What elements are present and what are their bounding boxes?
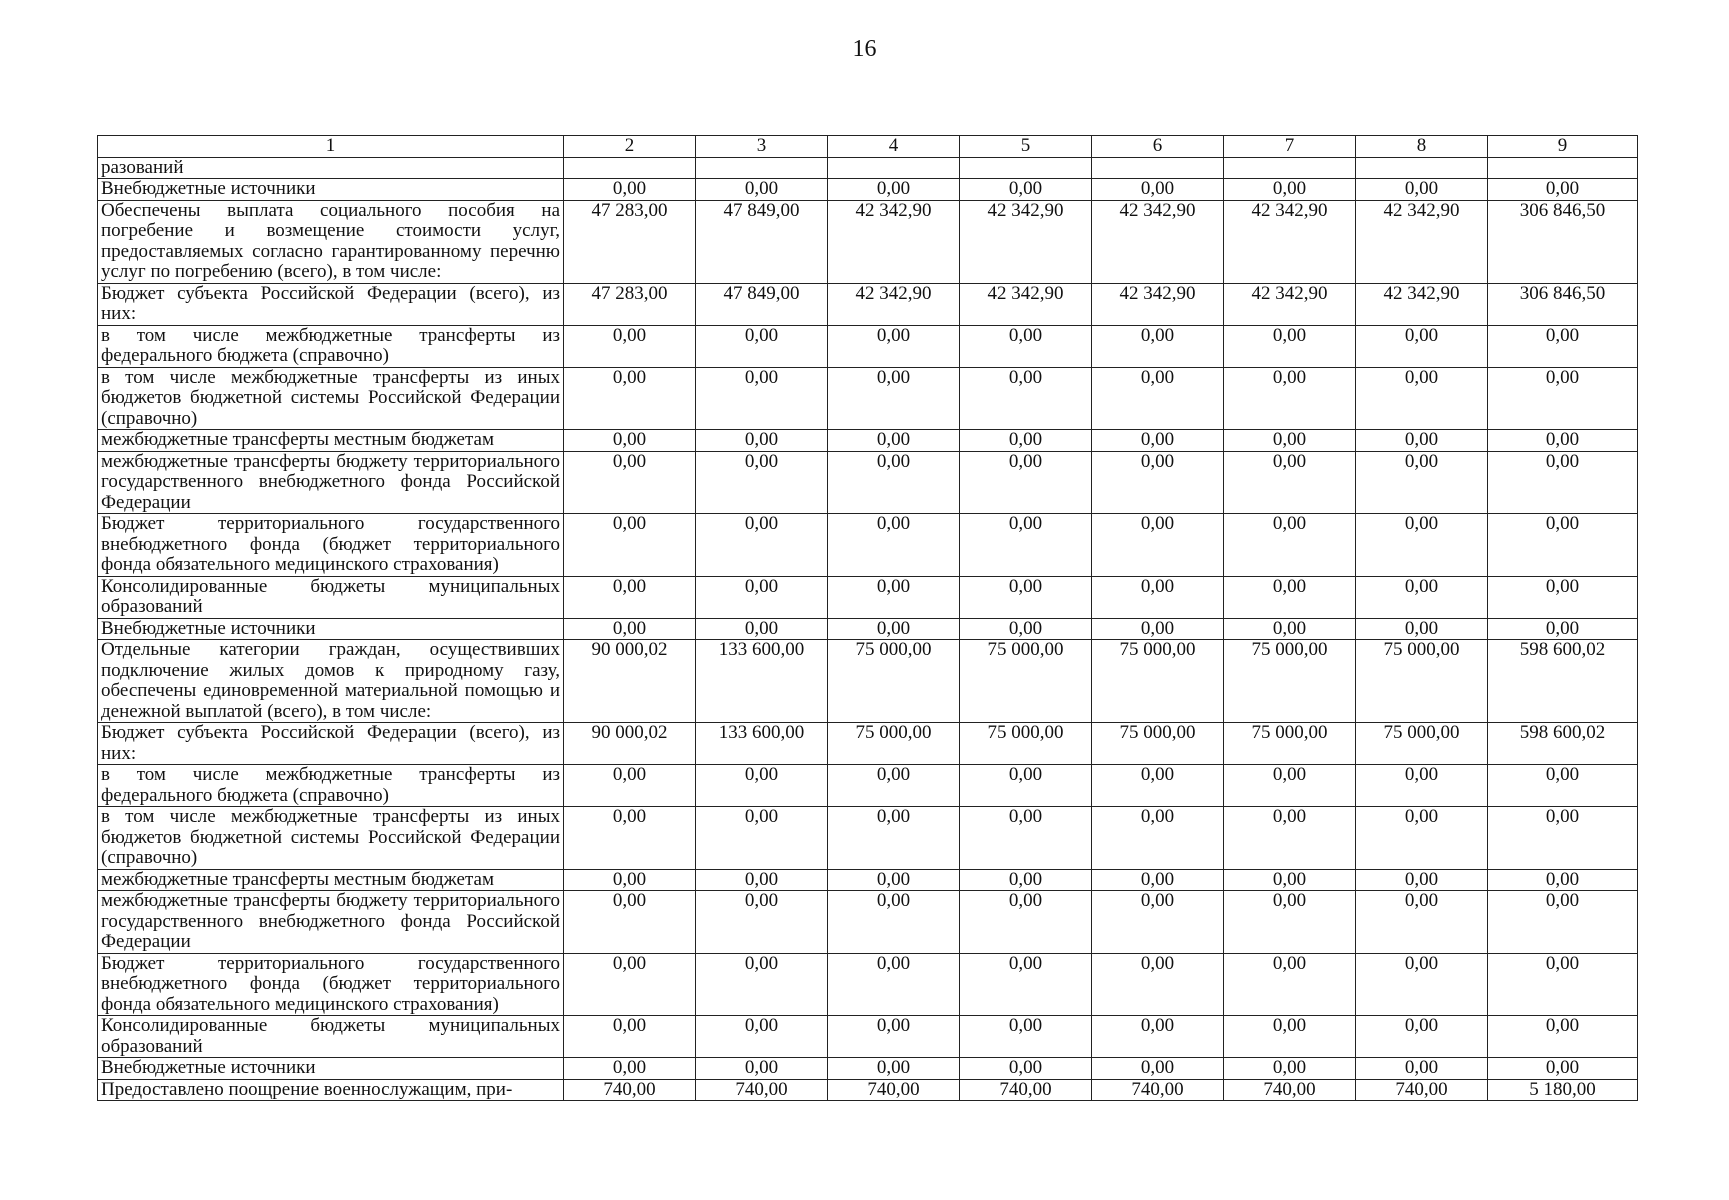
value-cell: 740,00 xyxy=(696,1079,828,1101)
value-cell: 0,00 xyxy=(1356,807,1488,870)
row-label: межбюджетные трансферты бюджету территориального государственного внебюджетного фонда Российской Федерации xyxy=(98,891,564,954)
row-label: в том числе межбюджетные трансферты из иных бюджетов бюджетной системы Российской Федерации (справочно) xyxy=(98,807,564,870)
value-cell: 0,00 xyxy=(960,367,1092,430)
value-cell: 0,00 xyxy=(696,618,828,640)
column-header: 4 xyxy=(828,136,960,158)
row-label: межбюджетные трансферты бюджету территориального государственного внебюджетного фонда Российской Федерации xyxy=(98,451,564,514)
column-header: 2 xyxy=(564,136,696,158)
value-cell: 0,00 xyxy=(960,576,1092,618)
value-cell: 0,00 xyxy=(1092,1058,1224,1080)
value-cell: 0,00 xyxy=(828,765,960,807)
value-cell: 0,00 xyxy=(696,1016,828,1058)
value-cell: 740,00 xyxy=(1224,1079,1356,1101)
value-cell xyxy=(828,157,960,179)
value-cell: 0,00 xyxy=(960,618,1092,640)
table-row xyxy=(98,157,1638,179)
row-label: Отдельные категории граждан, осуществивших подключение жилых домов к природному газу, обеспечены единовременной материальной помощью и денежной выплатой (всего), в том числе: xyxy=(98,640,564,723)
value-cell: 0,00 xyxy=(828,451,960,514)
table-row xyxy=(98,1079,1638,1101)
row-label: Внебюджетные источники xyxy=(98,618,564,640)
table-row xyxy=(98,179,1638,201)
value-cell: 0,00 xyxy=(1092,514,1224,577)
column-header: 8 xyxy=(1356,136,1488,158)
value-cell: 47 849,00 xyxy=(696,283,828,325)
value-cell: 740,00 xyxy=(1356,1079,1488,1101)
value-cell: 0,00 xyxy=(960,1058,1092,1080)
value-cell: 0,00 xyxy=(1488,807,1638,870)
value-cell: 42 342,90 xyxy=(1356,200,1488,283)
row-label: Бюджет территориального государственного внебюджетного фонда (бюджет территориального фонда обязательного медицинского страхования) xyxy=(98,953,564,1016)
value-cell: 0,00 xyxy=(1092,807,1224,870)
value-cell: 0,00 xyxy=(1488,869,1638,891)
value-cell: 0,00 xyxy=(1488,451,1638,514)
value-cell: 0,00 xyxy=(1224,1058,1356,1080)
row-label: Внебюджетные источники xyxy=(98,179,564,201)
value-cell: 0,00 xyxy=(1224,618,1356,640)
value-cell: 75 000,00 xyxy=(960,723,1092,765)
value-cell: 0,00 xyxy=(564,807,696,870)
value-cell: 0,00 xyxy=(1092,367,1224,430)
value-cell: 47 283,00 xyxy=(564,283,696,325)
value-cell: 0,00 xyxy=(1224,869,1356,891)
table-row xyxy=(98,430,1638,452)
value-cell xyxy=(960,157,1092,179)
value-cell: 0,00 xyxy=(1224,367,1356,430)
value-cell: 0,00 xyxy=(1356,953,1488,1016)
value-cell: 0,00 xyxy=(1356,618,1488,640)
value-cell: 0,00 xyxy=(1356,514,1488,577)
value-cell xyxy=(564,157,696,179)
value-cell: 0,00 xyxy=(564,1058,696,1080)
value-cell: 0,00 xyxy=(960,430,1092,452)
value-cell: 75 000,00 xyxy=(828,640,960,723)
value-cell: 740,00 xyxy=(960,1079,1092,1101)
value-cell: 0,00 xyxy=(696,891,828,954)
value-cell: 0,00 xyxy=(1356,765,1488,807)
value-cell xyxy=(1224,157,1356,179)
value-cell: 0,00 xyxy=(696,953,828,1016)
value-cell: 0,00 xyxy=(564,451,696,514)
row-label: Бюджет субъекта Российской Федерации (всего), из них: xyxy=(98,283,564,325)
value-cell: 75 000,00 xyxy=(1092,723,1224,765)
value-cell: 47 283,00 xyxy=(564,200,696,283)
value-cell: 75 000,00 xyxy=(960,640,1092,723)
value-cell: 133 600,00 xyxy=(696,640,828,723)
value-cell: 0,00 xyxy=(564,576,696,618)
value-cell: 740,00 xyxy=(828,1079,960,1101)
value-cell: 0,00 xyxy=(1488,765,1638,807)
value-cell: 90 000,02 xyxy=(564,723,696,765)
value-cell: 90 000,02 xyxy=(564,640,696,723)
value-cell: 0,00 xyxy=(1224,179,1356,201)
value-cell: 0,00 xyxy=(1356,576,1488,618)
column-header: 6 xyxy=(1092,136,1224,158)
value-cell: 0,00 xyxy=(564,367,696,430)
value-cell: 0,00 xyxy=(1488,367,1638,430)
value-cell: 0,00 xyxy=(960,807,1092,870)
value-cell: 0,00 xyxy=(828,1016,960,1058)
value-cell xyxy=(1356,157,1488,179)
value-cell: 0,00 xyxy=(696,367,828,430)
budget-table xyxy=(97,135,1638,1101)
value-cell: 0,00 xyxy=(1092,618,1224,640)
value-cell: 0,00 xyxy=(1488,891,1638,954)
value-cell: 0,00 xyxy=(696,451,828,514)
column-header: 1 xyxy=(98,136,564,158)
value-cell: 0,00 xyxy=(1356,451,1488,514)
value-cell: 740,00 xyxy=(1092,1079,1224,1101)
value-cell: 0,00 xyxy=(1224,765,1356,807)
value-cell xyxy=(696,157,828,179)
value-cell: 0,00 xyxy=(1092,325,1224,367)
value-cell: 0,00 xyxy=(1092,765,1224,807)
column-header: 9 xyxy=(1488,136,1638,158)
value-cell: 0,00 xyxy=(1356,1058,1488,1080)
value-cell: 0,00 xyxy=(696,1058,828,1080)
value-cell: 0,00 xyxy=(1092,430,1224,452)
value-cell: 42 342,90 xyxy=(960,200,1092,283)
value-cell: 0,00 xyxy=(828,325,960,367)
value-cell: 0,00 xyxy=(1224,891,1356,954)
value-cell: 0,00 xyxy=(696,576,828,618)
value-cell: 0,00 xyxy=(828,367,960,430)
value-cell: 42 342,90 xyxy=(1356,283,1488,325)
value-cell: 0,00 xyxy=(1092,869,1224,891)
value-cell: 42 342,90 xyxy=(1224,283,1356,325)
value-cell: 42 342,90 xyxy=(828,200,960,283)
table-row xyxy=(98,640,1638,723)
value-cell: 0,00 xyxy=(1488,618,1638,640)
page-number: 16 xyxy=(852,36,877,62)
value-cell: 0,00 xyxy=(1224,807,1356,870)
row-label: Бюджет территориального государственного внебюджетного фонда (бюджет территориального фонда обязательного медицинского страхования) xyxy=(98,514,564,577)
table-row xyxy=(98,200,1638,283)
table-row xyxy=(98,1016,1638,1058)
value-cell: 0,00 xyxy=(828,1058,960,1080)
value-cell: 0,00 xyxy=(828,514,960,577)
table-row xyxy=(98,367,1638,430)
value-cell: 0,00 xyxy=(1356,891,1488,954)
value-cell: 0,00 xyxy=(1092,179,1224,201)
value-cell: 598 600,02 xyxy=(1488,723,1638,765)
value-cell: 0,00 xyxy=(960,1016,1092,1058)
row-label: межбюджетные трансферты местным бюджетам xyxy=(98,430,564,452)
value-cell: 0,00 xyxy=(1356,325,1488,367)
value-cell: 0,00 xyxy=(564,430,696,452)
value-cell: 0,00 xyxy=(960,765,1092,807)
value-cell: 0,00 xyxy=(1224,325,1356,367)
value-cell: 0,00 xyxy=(1356,430,1488,452)
value-cell: 0,00 xyxy=(960,869,1092,891)
value-cell: 0,00 xyxy=(564,179,696,201)
value-cell: 0,00 xyxy=(564,891,696,954)
row-label: в том числе межбюджетные трансферты из федерального бюджета (справочно) xyxy=(98,325,564,367)
value-cell: 0,00 xyxy=(696,325,828,367)
value-cell: 0,00 xyxy=(960,514,1092,577)
value-cell: 0,00 xyxy=(1488,1058,1638,1080)
table-row xyxy=(98,451,1638,514)
value-cell: 0,00 xyxy=(564,1016,696,1058)
value-cell: 0,00 xyxy=(828,891,960,954)
value-cell: 0,00 xyxy=(960,179,1092,201)
value-cell: 0,00 xyxy=(1092,891,1224,954)
table-row xyxy=(98,807,1638,870)
value-cell: 0,00 xyxy=(564,514,696,577)
value-cell: 0,00 xyxy=(1488,1016,1638,1058)
table-row xyxy=(98,765,1638,807)
column-header: 5 xyxy=(960,136,1092,158)
value-cell: 306 846,50 xyxy=(1488,283,1638,325)
value-cell: 0,00 xyxy=(564,765,696,807)
value-cell: 75 000,00 xyxy=(1224,640,1356,723)
value-cell: 0,00 xyxy=(828,576,960,618)
value-cell: 0,00 xyxy=(1356,367,1488,430)
table-row xyxy=(98,576,1638,618)
value-cell xyxy=(1488,157,1638,179)
value-cell: 0,00 xyxy=(1092,1016,1224,1058)
value-cell: 306 846,50 xyxy=(1488,200,1638,283)
value-cell: 75 000,00 xyxy=(1224,723,1356,765)
value-cell: 0,00 xyxy=(1488,179,1638,201)
table-row xyxy=(98,325,1638,367)
table-row xyxy=(98,1058,1638,1080)
value-cell: 0,00 xyxy=(696,807,828,870)
row-label: Внебюджетные источники xyxy=(98,1058,564,1080)
value-cell: 0,00 xyxy=(1356,179,1488,201)
value-cell: 42 342,90 xyxy=(1092,283,1224,325)
value-cell: 0,00 xyxy=(960,451,1092,514)
value-cell xyxy=(1092,157,1224,179)
value-cell: 75 000,00 xyxy=(828,723,960,765)
row-label: Обеспечены выплата социального пособия на погребение и возмещение стоимости услуг, предоставляемых согласно гарантированному перечню услуг по погребению (всего), в том числе: xyxy=(98,200,564,283)
table-body xyxy=(98,157,1638,1101)
row-label: разований xyxy=(98,157,564,179)
value-cell: 0,00 xyxy=(960,891,1092,954)
column-header: 3 xyxy=(696,136,828,158)
value-cell: 740,00 xyxy=(564,1079,696,1101)
value-cell: 42 342,90 xyxy=(960,283,1092,325)
value-cell: 0,00 xyxy=(1224,1016,1356,1058)
value-cell: 0,00 xyxy=(1488,430,1638,452)
table-row xyxy=(98,953,1638,1016)
value-cell: 5 180,00 xyxy=(1488,1079,1638,1101)
row-label: Бюджет субъекта Российской Федерации (всего), из них: xyxy=(98,723,564,765)
value-cell: 0,00 xyxy=(1488,576,1638,618)
value-cell: 75 000,00 xyxy=(1356,723,1488,765)
value-cell: 133 600,00 xyxy=(696,723,828,765)
value-cell: 0,00 xyxy=(1092,953,1224,1016)
row-label: Предоставлено поощрение военнослужащим, при- xyxy=(98,1079,564,1101)
value-cell: 0,00 xyxy=(696,765,828,807)
value-cell: 0,00 xyxy=(1092,451,1224,514)
value-cell: 0,00 xyxy=(1356,1016,1488,1058)
table-row xyxy=(98,514,1638,577)
row-label: в том числе межбюджетные трансферты из федерального бюджета (справочно) xyxy=(98,765,564,807)
value-cell: 0,00 xyxy=(1224,430,1356,452)
value-cell: 0,00 xyxy=(696,514,828,577)
value-cell: 0,00 xyxy=(1488,325,1638,367)
value-cell: 598 600,02 xyxy=(1488,640,1638,723)
value-cell: 0,00 xyxy=(564,869,696,891)
value-cell: 42 342,90 xyxy=(828,283,960,325)
value-cell: 0,00 xyxy=(828,618,960,640)
table-row xyxy=(98,618,1638,640)
table-row xyxy=(98,723,1638,765)
value-cell: 0,00 xyxy=(564,953,696,1016)
value-cell: 0,00 xyxy=(1224,514,1356,577)
value-cell: 42 342,90 xyxy=(1224,200,1356,283)
value-cell: 42 342,90 xyxy=(1092,200,1224,283)
table-row xyxy=(98,891,1638,954)
value-cell: 0,00 xyxy=(828,430,960,452)
value-cell: 0,00 xyxy=(960,325,1092,367)
value-cell: 0,00 xyxy=(960,953,1092,1016)
value-cell: 47 849,00 xyxy=(696,200,828,283)
value-cell: 0,00 xyxy=(1488,953,1638,1016)
value-cell: 75 000,00 xyxy=(1356,640,1488,723)
row-label: Консолидированные бюджеты муниципальных образований xyxy=(98,576,564,618)
value-cell: 0,00 xyxy=(564,325,696,367)
value-cell: 0,00 xyxy=(828,807,960,870)
value-cell: 0,00 xyxy=(828,953,960,1016)
row-label: межбюджетные трансферты местным бюджетам xyxy=(98,869,564,891)
table-row xyxy=(98,869,1638,891)
table-row xyxy=(98,283,1638,325)
column-header: 7 xyxy=(1224,136,1356,158)
value-cell: 0,00 xyxy=(828,179,960,201)
value-cell: 0,00 xyxy=(1224,576,1356,618)
value-cell: 0,00 xyxy=(1488,514,1638,577)
value-cell: 0,00 xyxy=(1092,576,1224,618)
value-cell: 0,00 xyxy=(1224,953,1356,1016)
value-cell: 75 000,00 xyxy=(1092,640,1224,723)
value-cell: 0,00 xyxy=(696,430,828,452)
value-cell: 0,00 xyxy=(696,179,828,201)
value-cell: 0,00 xyxy=(1356,869,1488,891)
value-cell: 0,00 xyxy=(1224,451,1356,514)
row-label: Консолидированные бюджеты муниципальных образований xyxy=(98,1016,564,1058)
row-label: в том числе межбюджетные трансферты из иных бюджетов бюджетной системы Российской Федерации (справочно) xyxy=(98,367,564,430)
header-row xyxy=(98,136,1638,158)
value-cell: 0,00 xyxy=(564,618,696,640)
value-cell: 0,00 xyxy=(696,869,828,891)
value-cell: 0,00 xyxy=(828,869,960,891)
